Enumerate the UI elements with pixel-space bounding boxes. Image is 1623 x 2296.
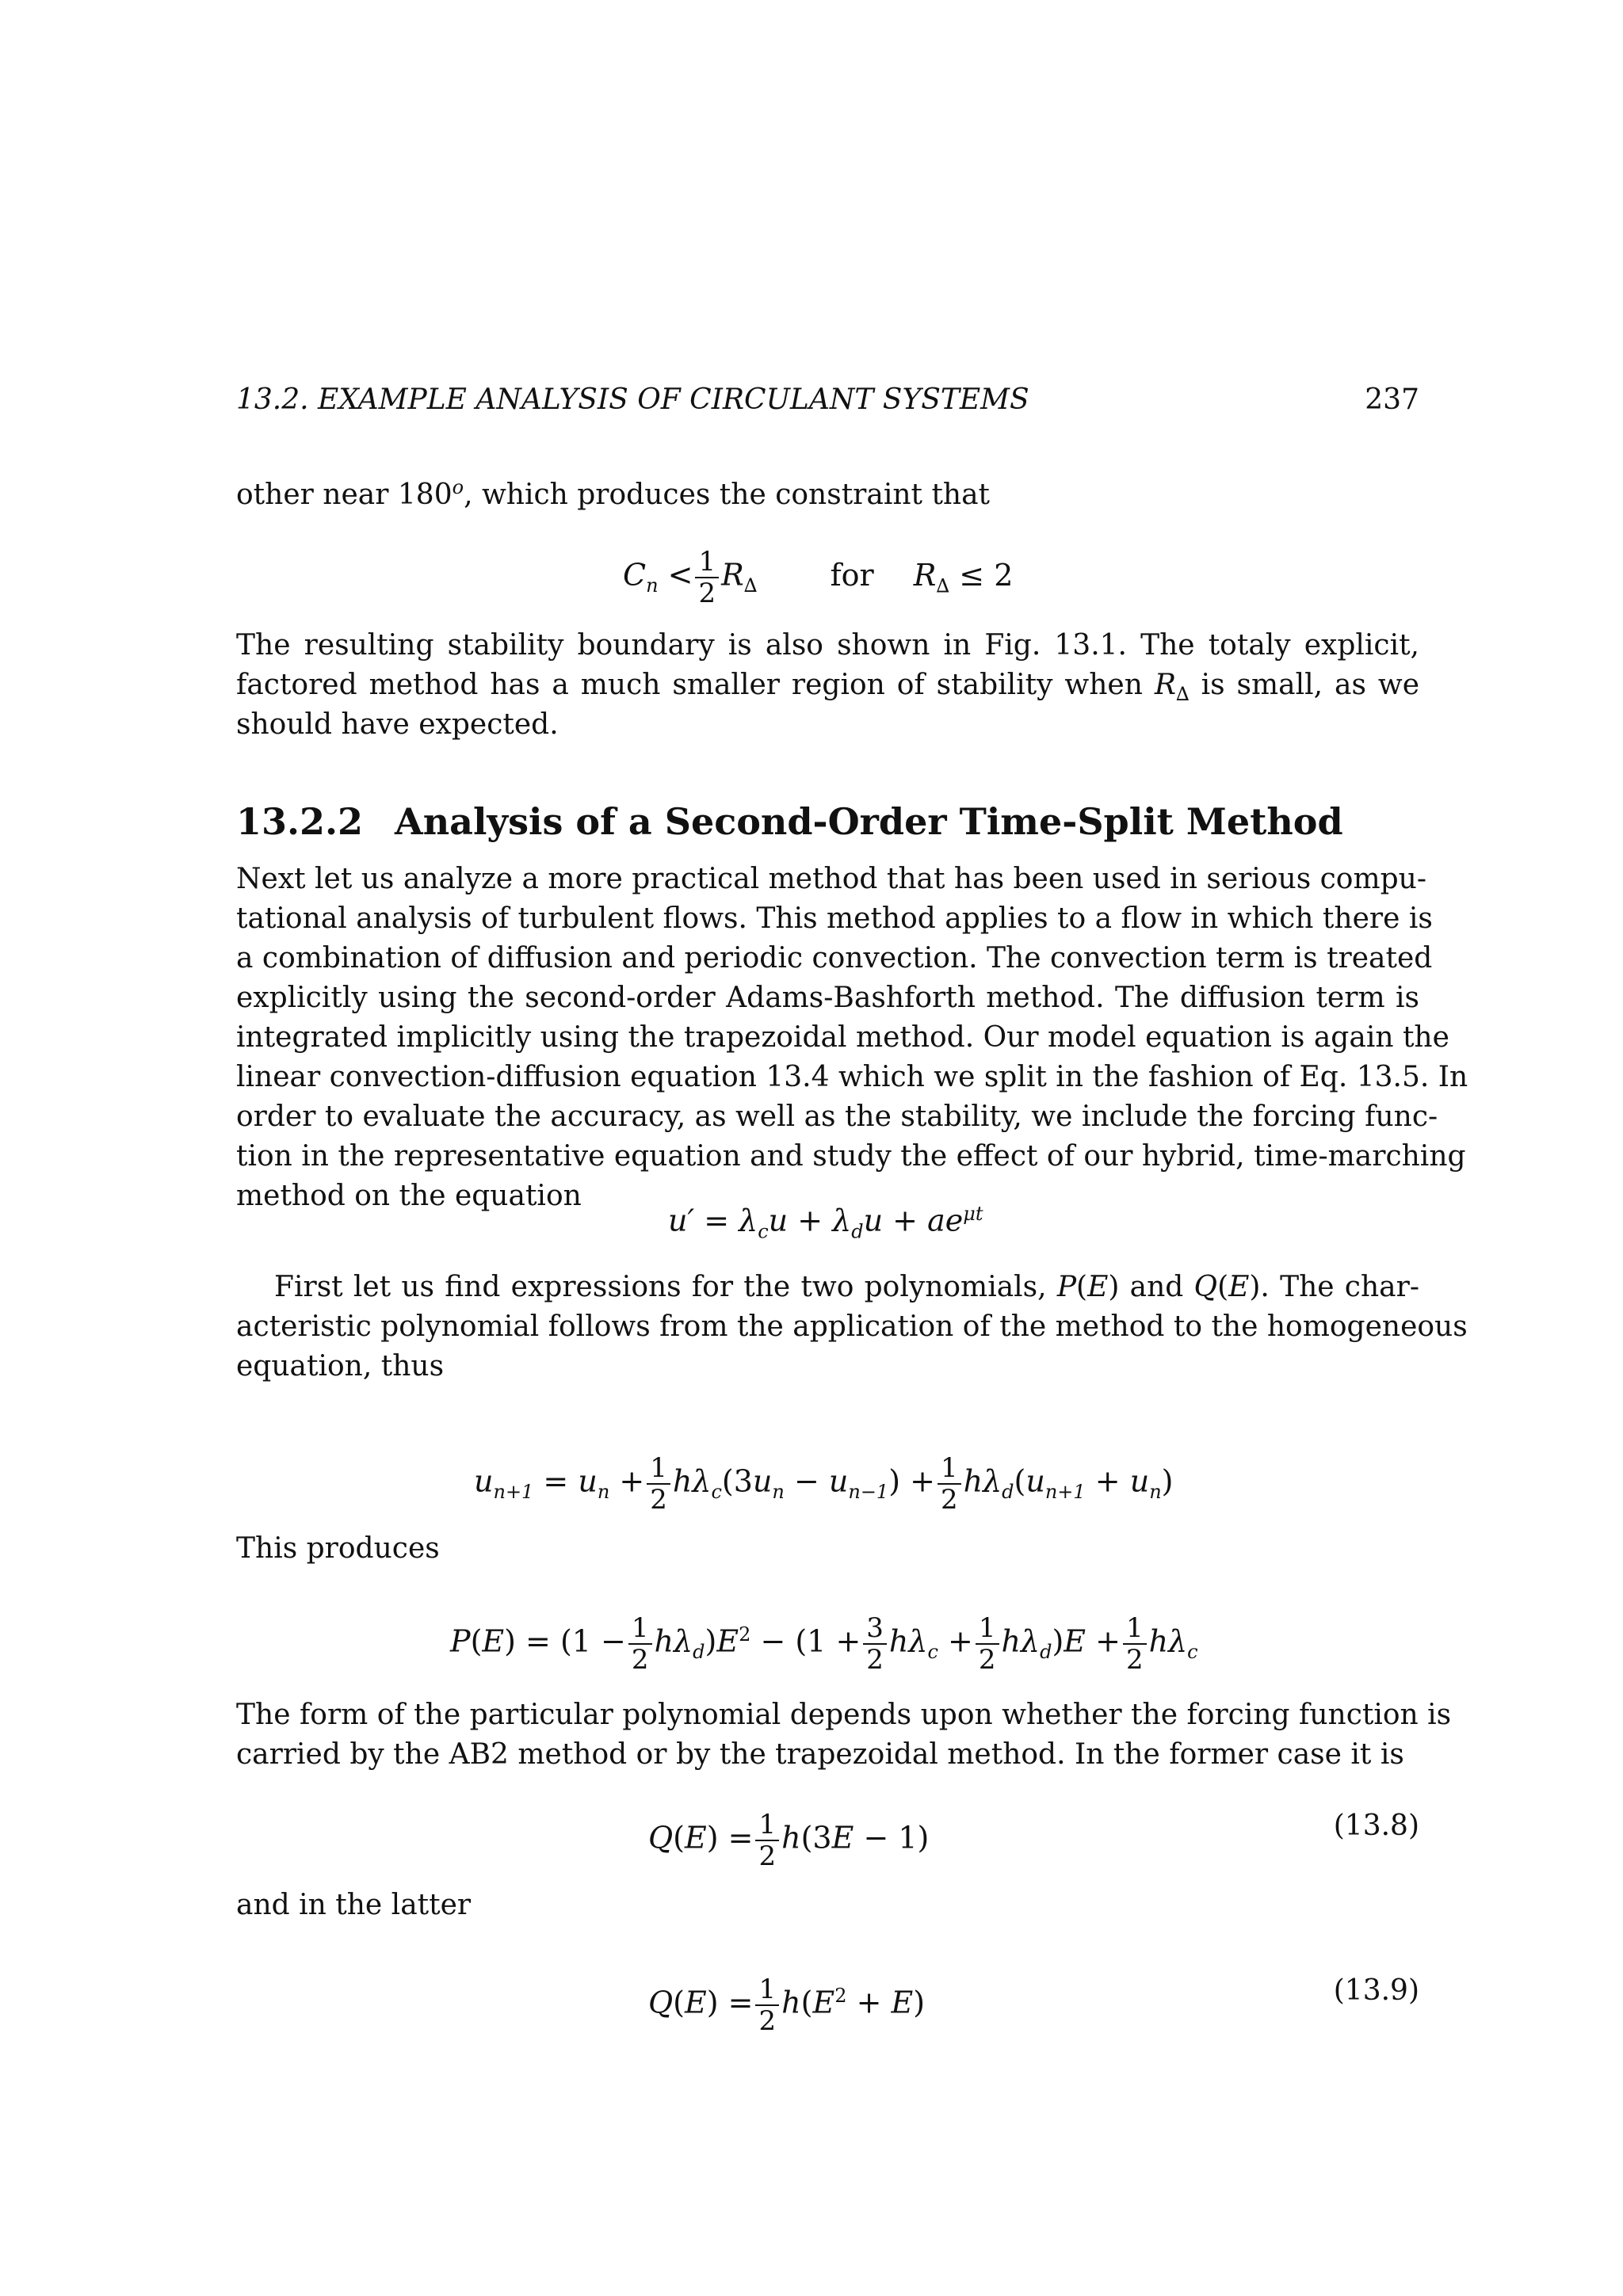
paragraph-line: factored method has a much smaller region of stability when $R_\Delta$ is small, as we xyxy=(236,669,1419,706)
paragraph-line: First let us find expressions for the two polynomials, P(E) and Q(E). The char- xyxy=(274,1271,1419,1303)
intro-line: other near 180$^o$, which produces the constraint that xyxy=(236,476,991,511)
constraint-equation: $C_n$ < $\frac{1}{2}$ $R_\Delta$ for $R_\Delta \le 2$ xyxy=(623,546,1014,609)
paragraph-line: linear convection-diffusion equation 13.4 which we split in the fashion of Eq. 13.5. In xyxy=(236,1061,1468,1093)
this-produces xyxy=(236,1529,1419,1569)
section-title: Analysis of a Second-Order Time-Split Method xyxy=(395,800,1343,843)
and-in-the-latter xyxy=(236,1886,1419,1925)
paragraph-line: explicitly using the second-order Adams-Bashforth method. The diffusion term is xyxy=(236,982,1419,1014)
paragraph-polynomials xyxy=(236,1268,1468,1386)
paragraph-line: order to evaluate the accuracy, as well as the stability, we include the forcing func- xyxy=(236,1100,1438,1133)
paragraph-line: integrated implicitly using the trapezoidal method. Our model equation is again the xyxy=(236,1021,1449,1054)
running-title: 13.2. EXAMPLE ANALYSIS OF CIRCULANT SYSTEMS xyxy=(236,383,1029,416)
method-equation: $u_{n+1} = u_n$ + $\frac{1}{2}$ $h\lambda_c(3u_n - u_{n-1})$ + $\frac{1}{2}$ $h\lambda_d(u_{n+1} + u_n)$ xyxy=(474,1452,1174,1516)
page xyxy=(236,0,1468,2296)
for-text: for xyxy=(830,557,874,593)
paragraph-line: The form of the particular polynomial depends upon whether the forcing function is xyxy=(236,1699,1452,1731)
running-header xyxy=(236,383,1419,423)
paragraph-line: tational analysis of turbulent flows. This method applies to a flow in which there is xyxy=(236,902,1433,935)
paragraph-line: This produces xyxy=(236,1532,440,1565)
characteristic-polynomial-equation: P(E) = (1 − $\frac{1}{2}$ $h\lambda_d)E^2 - (1$ + $\frac{3}{2}$ $h\lambda_c$ + $\frac{1}{2}$ $h\lambda_d)E$ + $\frac{1}{2}$ $h\lambda_c$ xyxy=(450,1612,1198,1676)
paragraph-method xyxy=(236,860,1468,1216)
section-heading xyxy=(236,800,1343,843)
paragraph-line: equation, thus xyxy=(236,1350,445,1383)
equation-number: (13.8) xyxy=(1333,1810,1419,1842)
section-number: 13.2.2 xyxy=(236,800,364,843)
paragraph-line: The resulting stability boundary is also shown in Fig. 13.1. The totaly explicit, xyxy=(236,629,1419,662)
paragraph-line: Next let us analyze a more practical method that has been used in serious compu- xyxy=(236,863,1427,895)
equation-13-8: Q(E) = $\frac{1}{2}$ h(3E − 1) (13.8) xyxy=(648,1809,1419,1872)
paragraph-line: method on the equation xyxy=(236,1180,582,1212)
paragraph-line: a combination of diffusion and periodic convection. The convection term is treated xyxy=(236,942,1433,974)
page-number: 237 xyxy=(1365,383,1419,416)
paragraph-line: should have expected. xyxy=(236,708,559,741)
paragraph-line: and in the latter xyxy=(236,1889,472,1921)
paragraph-particular xyxy=(236,1695,1452,1775)
paragraph-line: tion in the representative equation and study the effect of our hybrid, time-marching xyxy=(236,1140,1466,1173)
paragraph-line: carried by the AB2 method or by the trapezoidal method. In the former case it is xyxy=(236,1738,1404,1771)
paragraph-line: acteristic polynomial follows from the application of the method to the homogeneous xyxy=(236,1310,1468,1343)
equation-13-9: Q(E) = $\frac{1}{2}$ $h(E^2 + E)$ (13.9) xyxy=(648,1974,1419,2037)
model-equation: $u' = \lambda_cu + \lambda_du + ae^{\mu t}$ xyxy=(668,1203,983,1243)
paragraph-stability xyxy=(236,626,1419,745)
equation-number: (13.9) xyxy=(1333,1974,1419,2007)
